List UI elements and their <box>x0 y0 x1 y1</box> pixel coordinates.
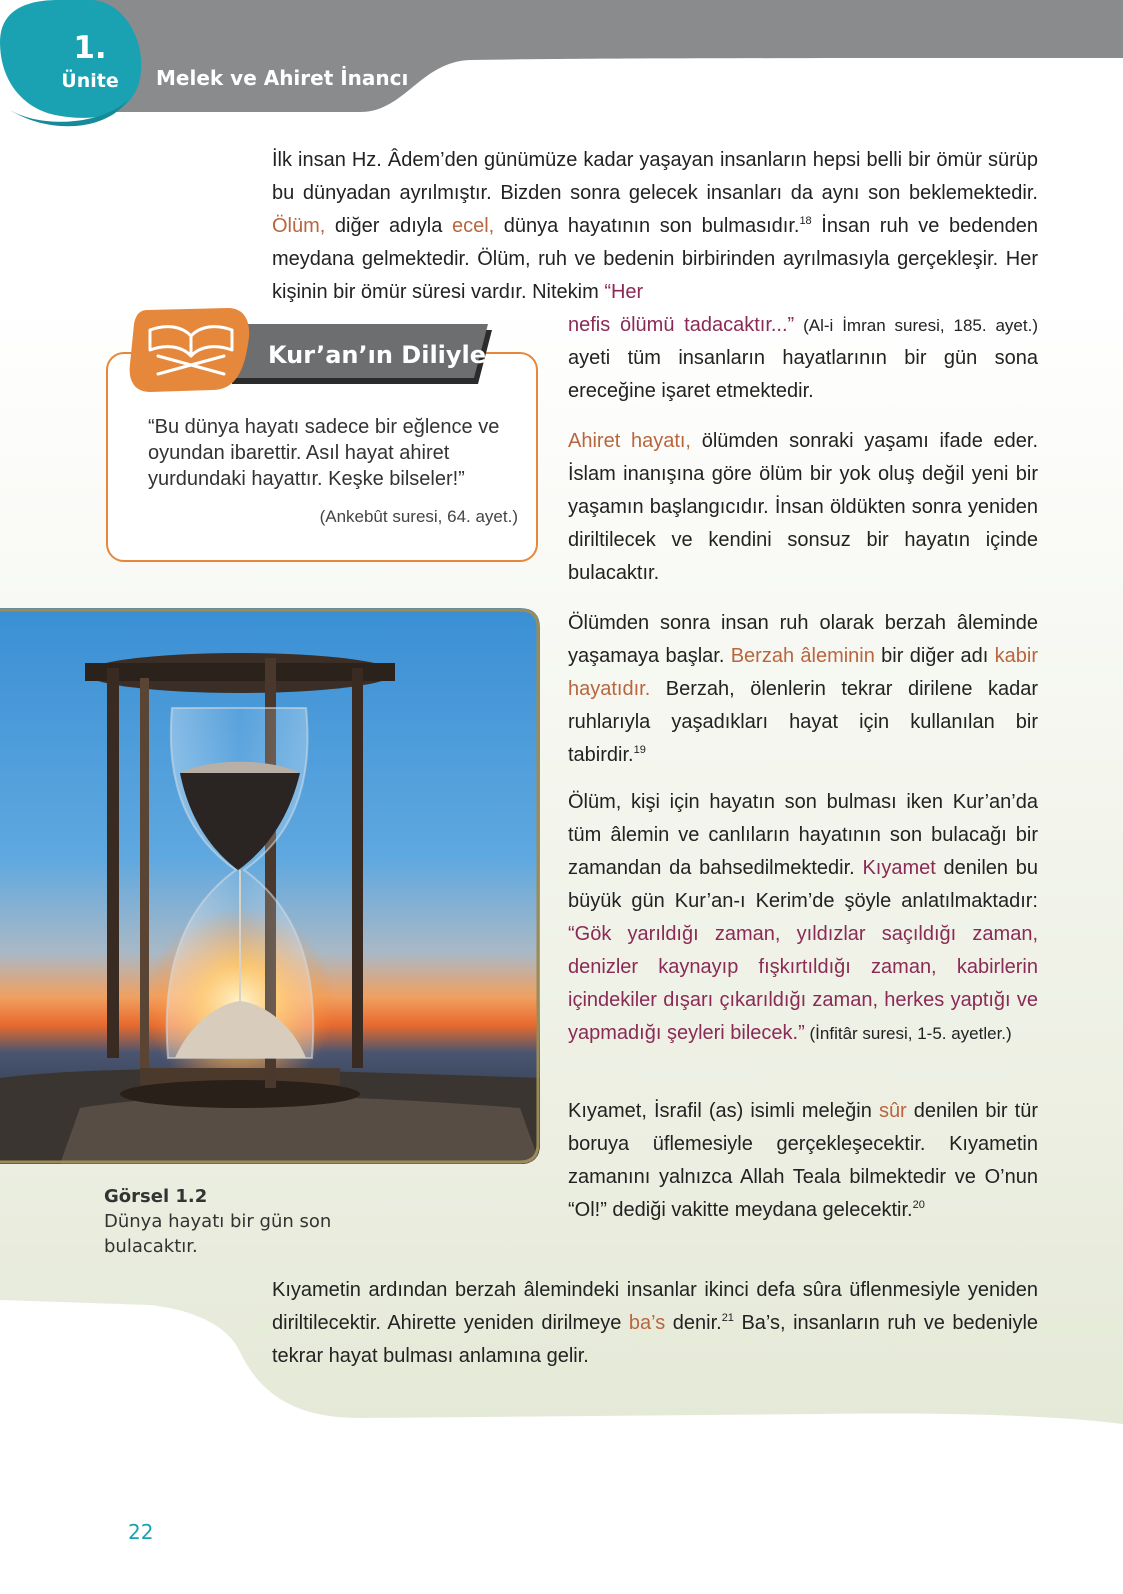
unit-label: Ünite <box>61 70 119 92</box>
hourglass-photo <box>0 608 540 1164</box>
page-number: 22 <box>128 1520 154 1544</box>
quran-quote: “Bu dünya hayatı sadece bir eğlence ve oyundan ibarettir. Asıl hayat ahiret yurdundaki hayattır. Keşke bilseler!” <box>148 416 500 490</box>
footnote-marker: 19 <box>633 744 646 756</box>
sur-paragraph: Kıyamet, İsrafil (as) isimli meleğin sûr denilen bir tür boruya üflemesiyle gerçekleşecektir. Kıyametin zamanını yalnızca Allah Teala bilmektedir ve O’nun “Ol!” dediği vakitte meydana gelecektir.$^{20}$ <box>568 1100 1038 1221</box>
quran-quote-reference: (Ankebût suresi, 64. ayet.) <box>319 507 518 526</box>
unit-number: 1. <box>73 30 107 66</box>
figure-label: Görsel 1.2 <box>104 1186 208 1207</box>
intro-paragraph-continued: nefis ölümü tadacaktır...” (Al-i İmran suresi, 185. ayet.) ayeti tüm insanların hayatlarının bir gün sona ereceğine işaret etmektedir. <box>568 314 1038 402</box>
footnote-marker: 20 <box>912 1199 925 1211</box>
intro-paragraph: İlk insan Hz. Âdem’den günümüze kadar yaşayan insanların hepsi belli bir ömür sürüp bu dünyadan ayrılmıştır. Bizden sonra gelecek insanları da aynı son beklemektedir. Ölüm, diğer adıyla ecel, dünya hayatının son bulmasıdır.$^{18}$ İnsan ruh ve bedenden meydana gelmektedir. Ölüm, ruh ve bedenin birbirinden ayrılmasıyla gerçekleşir. Her kişinin bir ömür süresi vardır. Nitekim “Her <box>272 149 1038 303</box>
figure-caption: Dünya hayatı bir gün son bulacaktır. <box>104 1211 332 1257</box>
chapter-title: Melek ve Ahiret İnancı <box>156 66 409 90</box>
footnote-marker: 18 <box>799 215 812 227</box>
ahiret-paragraph: Ahiret hayatı, ölümden sonraki yaşamı ifade eder. İslam inanışına göre ölüm bir yok oluş değil yeni bir yaşamın başlangıcıdır. İnsan öldükten sonra yeniden diriltilecek ve kendini sonsuz bir hayatın içinde bulacaktır. <box>568 430 1039 584</box>
footnote-marker: 21 <box>721 1312 734 1324</box>
kiyamet-paragraph: Ölüm, kişi için hayatın son bulması iken Kur’an’da tüm âlemin ve canlıların hayatının son bulacağı bir zamandan da bahsedilmektedir. Kıyamet denilen bu büyük gün Kur’an-ı Kerim’de şöyle anlatılmaktadır: “Gök yarıldığı zaman, yıldızlar saçıldığı zaman, denizler kaynayıp fışkırtıldığı zaman, kabirlerin içindekiler dışarı çıkarıldığı zaman, herkes yaptığı ve yapmadığı şeyleri bilecek.” (İnfitâr suresi, 1-5. ayetler.) <box>568 791 1038 1044</box>
quran-box-title: Kur’an’ın Diliyle <box>268 341 487 369</box>
open-quran-icon <box>138 316 244 378</box>
berzah-paragraph: Ölümden sonra insan ruh olarak berzah âleminde yaşamaya başlar. Berzah âleminin bir diğer adı kabir hayatıdır. Berzah, ölenlerin tekrar dirilene kadar ruhlarıyla yaşadıkları hayat için kullanılan bir tabirdir.$^{19}$ <box>568 612 1038 766</box>
bas-paragraph: Kıyametin ardından berzah âlemindeki insanlar ikinci defa sûra üflenmesiyle yeniden diriltilecektir. Ahirette yeniden dirilmeye ba’s denir.$^{21}$ Ba’s, insanların ruh ve bedeniyle tekrar hayat bulması anlamına gelir. <box>272 1279 1039 1367</box>
